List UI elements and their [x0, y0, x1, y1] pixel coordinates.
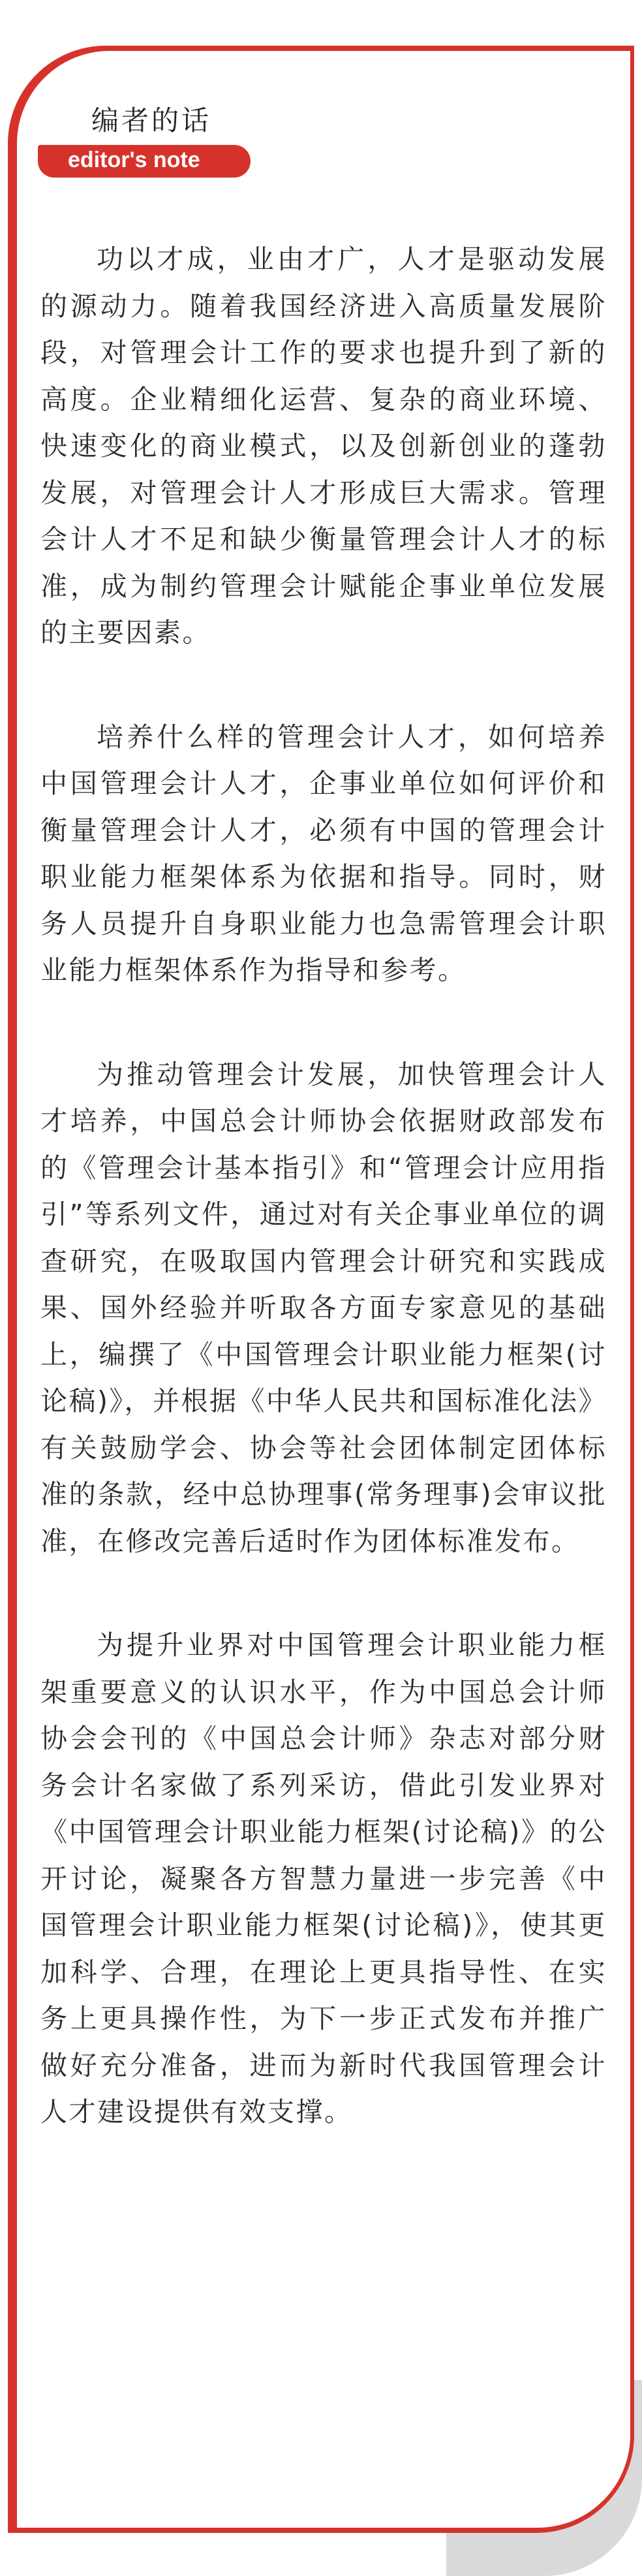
paragraph-1: 功以才成，业由才广，人才是驱动发展的源动力。随着我国经济进入高质量发展阶段，对管理会计工作的要求也提升到了新的高度。企业精细化运营、复杂的商业环境、快速变化的商业模式，以及创新创业的蓬勃发展，对管理会计人才形成巨大需求。管理会计人才不足和缺少衡量管理会计人才的标准，成为制约管理会计赋能企事业单位发展的主要因素。 [40, 243, 607, 648]
paragraph-2: 培养什么样的管理会计人才，如何培养中国管理会计人才，企事业单位如何评价和衡量管理会计人才，必须有中国的管理会计职业能力框架体系为依据和指导。同时，财务人员提升自身职业能力也急需管理会计职业能力框架体系作为指导和参考。 [40, 721, 607, 986]
editor-note-title: 编者的话 [91, 104, 212, 136]
article-body [40, 236, 607, 2136]
editor-note-tag [38, 145, 251, 178]
paragraph-4: 为提升业界对中国管理会计职业能力框架重要意义的认识水平，作为中国总会计师协会会刊的《中国总会计师》杂志对部分财务会计名家做了系列采访，借此引发业界对《中国管理会计职业能力框架(讨论稿)》的公开讨论，凝聚各方智慧力量进一步完善《中国管理会计职业能力框架(讨论稿)》，使其更加科学、合理，在理论上更具指导性、在实务上更具操作性，为下一步正式发布并推广做好充分准备，进而为新时代我国管理会计人才建设提供有效支撑。 [40, 1629, 607, 2128]
editor-note-tag-label: editor's note [68, 148, 200, 172]
paragraph-3: 为推动管理会计发展，加快管理会计人才培养，中国总会计师协会依据财政部发布的《管理会计基本指引》和“管理会计应用指引”等系列文件，通过对有关企事业单位的调查研究，在吸取国内管理会计研究和实践成果、国外经验并听取各方面专家意见的基础上，编撰了《中国管理会计职业能力框架(讨论稿)》，并根据《中华人民共和国标准化法》有关鼓励学会、协会等社会团体制定团体标准的条款，经中总协理事(常务理事)会审议批准，在修改完善后适时作为团体标准发布。 [40, 1058, 607, 1557]
